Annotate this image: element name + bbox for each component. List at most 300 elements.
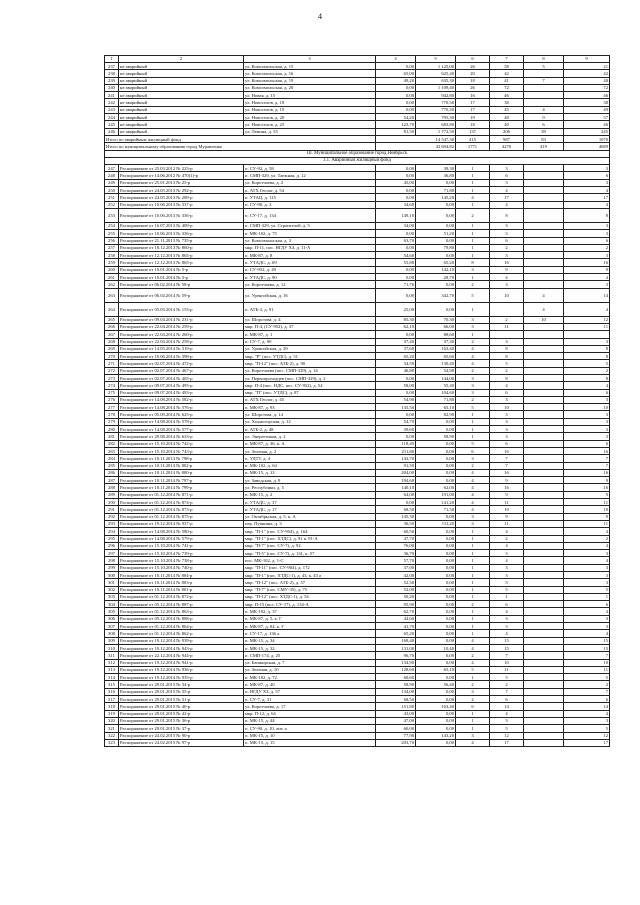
row-value: 4	[456, 345, 490, 352]
row-status: не аварийный	[119, 84, 244, 91]
row-number: 309	[105, 637, 119, 644]
row-address: п. МК-87, д. 8	[244, 252, 376, 259]
row-value: 4	[564, 528, 610, 535]
row-number: 311	[105, 652, 119, 659]
row-value: 2	[456, 652, 490, 659]
row-number: 298	[105, 557, 119, 564]
table-row	[105, 447, 610, 454]
row-value	[524, 194, 564, 201]
row-value: 9	[564, 491, 610, 498]
column-number: 7	[490, 56, 524, 63]
row-address: ул. Октябрьская, д. 5, к. А	[244, 513, 376, 520]
row-value: 4	[456, 194, 490, 201]
row-value: 52,00	[376, 586, 416, 593]
subsection-title-row	[105, 157, 610, 164]
row-value: 44,60	[376, 615, 416, 622]
row-value: 0,00	[416, 659, 456, 666]
row-document: Распоряжение от 06.02.2014 № 59-р	[119, 288, 244, 302]
row-value: 3	[490, 572, 524, 579]
row-value: 3	[490, 338, 524, 345]
row-value: 34,60	[376, 201, 416, 208]
row-value: 4	[490, 382, 524, 389]
table-row	[105, 92, 610, 99]
row-status: не аварийный	[119, 77, 244, 84]
row-value: 2	[456, 681, 490, 688]
row-value: 0,00	[416, 739, 456, 746]
row-value	[524, 353, 564, 360]
row-value: 3	[564, 165, 610, 172]
row-value: 0,00	[416, 426, 456, 433]
row-address: п. МК-15, д. 2	[244, 491, 376, 498]
row-document: Распоряжение от 09.07.2014 № 493-р	[119, 389, 244, 396]
row-document: Распоряжение от 22.04.2014 № 258-р	[119, 338, 244, 345]
row-value	[524, 99, 564, 106]
table-row	[105, 222, 610, 229]
row-value: 1	[456, 623, 490, 630]
row-address: п. УТАЦ, д. 115	[244, 194, 376, 201]
row-value: 204,00	[376, 469, 416, 476]
row-value: 8	[490, 345, 524, 352]
row-value: 203,70	[376, 739, 416, 746]
row-value: 3	[456, 374, 490, 381]
row-document: Распоряжение от 14.08.2014 № 579-р	[119, 535, 244, 542]
row-value: 2	[564, 681, 610, 688]
table-row	[105, 266, 610, 273]
row-value: 2	[456, 338, 490, 345]
row-value: 39	[524, 128, 564, 135]
row-value: 3	[564, 426, 610, 433]
row-value: 4	[564, 201, 610, 208]
row-value: 683,80	[416, 121, 456, 128]
row-number: 302	[105, 586, 119, 593]
row-value: 5	[490, 725, 524, 732]
row-document: Распоряжение от 15.10.2014 № 742-р	[119, 440, 244, 447]
table-row	[105, 404, 610, 411]
row-address: ул. Шорстова, д. 4	[244, 316, 376, 323]
row-document: Распоряжение от 01.12.2014 № 873-р	[119, 506, 244, 513]
row-value	[524, 274, 564, 281]
row-address: мкр. "П-7" (пос. СМУ-35), д. 75	[244, 586, 376, 593]
row-value: 54,90	[376, 396, 416, 403]
row-document: Распоряжение от 06.02.2014 № 58-р	[119, 281, 244, 288]
row-address: п. МК-15, д. 34	[244, 637, 376, 644]
row-value: 4	[456, 353, 490, 360]
row-number: 278	[105, 411, 119, 418]
table-row	[105, 535, 610, 542]
row-value: 3	[456, 316, 490, 323]
row-document: Распоряжение от 14.08.2014 № 576-р	[119, 404, 244, 411]
row-value: 3	[490, 396, 524, 403]
row-value: 4	[456, 739, 490, 746]
row-value: 6	[524, 121, 564, 128]
row-value: 0,00	[416, 717, 456, 724]
row-value: 55,40	[416, 382, 456, 389]
row-value: 11	[564, 323, 610, 330]
row-value: 50,20	[376, 593, 416, 600]
table-row	[105, 345, 610, 352]
row-value: 3	[564, 550, 610, 557]
row-document: Распоряжение от 01.12.2014 № 872-р	[119, 593, 244, 600]
table-row	[105, 586, 610, 593]
row-document: Распоряжение от 10.06.2013 № 337-р	[119, 201, 244, 208]
row-value: 0,00	[416, 513, 456, 520]
table-row	[105, 323, 610, 330]
row-number: 251	[105, 194, 119, 201]
row-value: 4	[456, 506, 490, 513]
row-number: 258	[105, 252, 119, 259]
row-value: 11	[564, 499, 610, 506]
row-value: 58,90	[416, 433, 456, 440]
row-document: Распоряжение от 10.11.2014 № 804-р	[119, 572, 244, 579]
table-row	[105, 491, 610, 498]
table-row	[105, 630, 610, 637]
row-value: 0,00	[416, 302, 456, 316]
row-value: 17	[456, 106, 490, 113]
row-value	[524, 557, 564, 564]
row-number: 319	[105, 710, 119, 717]
row-value	[524, 739, 564, 746]
row-value: 163,40	[416, 345, 456, 352]
row-value: 15	[564, 644, 610, 651]
row-address: ул. Новоселов, д. 25	[244, 121, 376, 128]
row-value: 65,20	[376, 353, 416, 360]
row-document: Распоряжение от 09.04.2014 № 231-р	[119, 316, 244, 323]
row-value: 0,00	[416, 608, 456, 615]
row-value: 0,00	[376, 92, 416, 99]
row-document: Распоряжение от 25.01.2013 № 25-р	[119, 179, 244, 186]
row-value: 4	[456, 469, 490, 476]
row-value: 16	[564, 259, 610, 266]
row-number: 254	[105, 222, 119, 229]
row-value: 4	[490, 557, 524, 564]
row-address: ул. Зеленая, д. 2	[244, 447, 376, 454]
row-value: 0,00	[376, 433, 416, 440]
row-document: Распоряжение от 01.12.2014 № 874-р	[119, 499, 244, 506]
row-document: Распоряжение от 10.11.2014 № 799-р	[119, 484, 244, 491]
row-value	[524, 433, 564, 440]
row-value: 0,00	[416, 469, 456, 476]
row-value: 3	[456, 732, 490, 739]
row-value: 3	[564, 418, 610, 425]
row-value: 91,50	[376, 462, 416, 469]
row-value	[524, 360, 564, 367]
row-value: 25,00	[376, 302, 416, 316]
table-row	[105, 367, 610, 374]
row-value: 10	[524, 316, 564, 323]
row-value: 68,50	[376, 696, 416, 703]
row-value: 3	[456, 520, 490, 527]
row-value: 0,00	[416, 528, 456, 535]
row-value	[490, 331, 524, 338]
row-value: 8	[490, 208, 524, 222]
row-address: ул. Коротчаева, д. 17	[244, 703, 376, 710]
row-address: мкр. "П-12" (пос. АТБ-2), д. 90	[244, 360, 376, 367]
row-document: Распоряжение от 29.01.2015 № 36-р	[119, 717, 244, 724]
row-value: 19	[456, 114, 490, 121]
row-number: 268	[105, 338, 119, 345]
row-value: 48	[564, 77, 610, 84]
row-value	[524, 237, 564, 244]
row-value: 0,00	[376, 187, 416, 194]
row-number: 255	[105, 230, 119, 237]
row-value: 8	[564, 353, 610, 360]
row-value: 12	[564, 316, 610, 323]
table-row	[105, 601, 610, 608]
row-document: Распоряжение от 25.03.2012 № 223-р	[119, 165, 244, 172]
total-value: 1771	[456, 143, 490, 150]
row-value	[524, 601, 564, 608]
row-document: Распоряжение от 01.12.2014 № 871-р	[119, 491, 244, 498]
row-value: 36,50	[376, 520, 416, 527]
table-row	[105, 455, 610, 462]
row-value: 1	[456, 572, 490, 579]
table-row	[105, 674, 610, 681]
row-value: 3	[456, 455, 490, 462]
row-value: 3	[490, 426, 524, 433]
row-value: 66,00	[416, 323, 456, 330]
table-row	[105, 739, 610, 746]
row-value: 6	[490, 440, 524, 447]
row-value: 0,00	[376, 331, 416, 338]
row-value	[490, 302, 524, 316]
row-address: п. АТХ Геолог, д. 45	[244, 396, 376, 403]
row-document: Распоряжение от 10.11.2014 № 801-р	[119, 586, 244, 593]
row-value	[524, 725, 564, 732]
row-number: 275	[105, 389, 119, 396]
column-number: 9	[564, 56, 610, 63]
row-address: п. АТБ-2, д. 48	[244, 426, 376, 433]
row-value	[524, 462, 564, 469]
row-value: 1	[456, 630, 490, 637]
row-value: 3	[564, 572, 610, 579]
row-value: 4	[490, 274, 524, 281]
row-document: Распоряжение от 05.09.2014 № 625-р	[119, 411, 244, 418]
table-row	[105, 179, 610, 186]
row-number: 301	[105, 579, 119, 586]
row-document: Распоряжение от 10.06.2013 № 336-р	[119, 208, 244, 222]
row-document: Распоряжение от 12.12.2013 № 865-р	[119, 259, 244, 266]
row-value: 6	[564, 237, 610, 244]
row-number: 241	[105, 92, 119, 99]
row-address: п. МК-87, д. 93	[244, 404, 376, 411]
table-row	[105, 288, 610, 302]
row-value: 0,00	[416, 208, 456, 222]
row-number: 256	[105, 237, 119, 244]
table-row	[105, 469, 610, 476]
column-number: 3	[244, 56, 376, 63]
row-value: 1	[456, 535, 490, 542]
row-number: 300	[105, 572, 119, 579]
row-document: Распоряжение от 05.12.2014 № 888-р	[119, 615, 244, 622]
row-address: ул. Заводская, д. 9	[244, 477, 376, 484]
row-address: ул. Коротчаева, д. 12	[244, 281, 376, 288]
row-address: пос. МК-102, д. 1-С	[244, 557, 376, 564]
row-value	[524, 608, 564, 615]
row-value: 65,10	[416, 666, 456, 673]
row-address: ул. Энергетиков, д. 2	[244, 433, 376, 440]
row-value: 62,10	[376, 323, 416, 330]
table-row	[105, 426, 610, 433]
row-value: 7	[524, 77, 564, 84]
row-value: 7	[564, 652, 610, 659]
row-value: 34,00	[376, 222, 416, 229]
row-value: 71,80	[416, 396, 456, 403]
row-status: не аварийный	[119, 128, 244, 135]
row-value: 71,80	[416, 187, 456, 194]
row-address: п. МК-15, д. 32	[244, 644, 376, 651]
row-number: 257	[105, 244, 119, 251]
row-number: 243	[105, 106, 119, 113]
row-value	[524, 710, 564, 717]
row-value: 144,00	[416, 374, 456, 381]
row-address: мкр. "П-1" (пос. СУ-904), д. 164	[244, 528, 376, 535]
row-number: 263	[105, 288, 119, 302]
row-value: 5	[456, 440, 490, 447]
table-row	[105, 440, 610, 447]
row-address: п. УТАДС, д. 69	[244, 259, 376, 266]
row-status: не аварийный	[119, 70, 244, 77]
row-document: Распоряжение от 10.11.2014 № 798-р	[119, 455, 244, 462]
row-value: 0,00	[376, 106, 416, 113]
row-value: 4	[456, 644, 490, 651]
row-value: 4	[456, 499, 490, 506]
row-document: Распоряжение от 24.02.2015 № 97-р	[119, 739, 244, 746]
row-value	[524, 165, 564, 172]
row-value: 1	[456, 608, 490, 615]
row-value	[524, 696, 564, 703]
row-value: 3	[490, 579, 524, 586]
row-value: 211,80	[376, 447, 416, 454]
row-number: 318	[105, 703, 119, 710]
row-value	[524, 535, 564, 542]
row-address: п. УДТТ, д. 4	[244, 455, 376, 462]
row-address: п. СМП-329, ул. Строителей, д. 5	[244, 222, 376, 229]
row-value: 4	[564, 382, 610, 389]
row-value: 12	[490, 732, 524, 739]
row-value	[524, 572, 564, 579]
row-value: 26	[456, 63, 490, 70]
row-value: 0,00	[376, 374, 416, 381]
row-value	[524, 367, 564, 374]
row-value: 57	[564, 114, 610, 121]
row-value: 6	[490, 389, 524, 396]
row-value: 70,30	[416, 316, 456, 323]
table-row	[105, 114, 610, 121]
row-value: 1	[456, 274, 490, 281]
row-value: 168,40	[376, 637, 416, 644]
table-row	[105, 201, 610, 208]
row-value	[524, 528, 564, 535]
row-address: п. МК-87, д. 84, к. Г	[244, 623, 376, 630]
row-value: 10	[564, 506, 610, 513]
row-value: 0,00	[416, 593, 456, 600]
column-number: 6	[456, 56, 490, 63]
row-value: 0,00	[376, 274, 416, 281]
row-address: ул. Комсомольская, д. 20	[244, 84, 376, 91]
total-value: 415	[456, 135, 490, 142]
row-value: 46	[564, 121, 610, 128]
row-document: Распоряжение от 29.01.2015 № 40-р	[119, 703, 244, 710]
row-value: 26	[456, 84, 490, 91]
row-address: мкр. "П-11" (пос. СУ-904), д. 172	[244, 564, 376, 571]
column-number: 1	[105, 56, 119, 63]
row-value: 9	[564, 477, 610, 484]
row-value: 4	[524, 106, 564, 113]
total-mo-row	[105, 143, 610, 150]
row-value: 635,30	[416, 77, 456, 84]
row-value: 6	[456, 447, 490, 454]
row-address: мкр. П-11, пос. НГДУ ХЗ, д. 11-А	[244, 244, 376, 251]
row-number: 270	[105, 353, 119, 360]
row-value: 770,30	[416, 99, 456, 106]
row-value: 3	[490, 222, 524, 229]
row-value: 1	[456, 230, 490, 237]
row-value: 0,00	[416, 418, 456, 425]
row-document: Распоряжение от 22.04.2014 № 259-р	[119, 323, 244, 330]
row-value: 625,40	[416, 70, 456, 77]
subsection-title: 3.1. Аварийный жилищный фонд	[105, 157, 610, 164]
row-number: 308	[105, 630, 119, 637]
row-value: 62,70	[376, 608, 416, 615]
row-value: 0,00	[376, 194, 416, 201]
column-number: 8	[524, 56, 564, 63]
row-value	[524, 484, 564, 491]
table-row	[105, 374, 610, 381]
row-document: Распоряжение от 09.07.2014 № 495-р	[119, 382, 244, 389]
row-value: 65,00	[376, 70, 416, 77]
row-value: 1	[456, 615, 490, 622]
row-document: Распоряжение от 02.07.2014 № 465-р	[119, 374, 244, 381]
row-value: 3	[564, 623, 610, 630]
row-address: ул. Новоселов, д. 18	[244, 99, 376, 106]
row-value	[524, 70, 564, 77]
row-value: 6	[564, 172, 610, 179]
row-address: ул. Уренгойская, д. 16	[244, 288, 376, 302]
row-document: Распоряжение от 29.01.2015 № 31-р	[119, 696, 244, 703]
row-value: 62,00	[416, 484, 456, 491]
row-value: 149,10	[376, 208, 416, 222]
row-address: ул. Комсомольская, д. 16	[244, 70, 376, 77]
row-address: п. СУ-17, д. 134	[244, 208, 376, 222]
row-value: 2	[456, 462, 490, 469]
row-value: 6	[490, 601, 524, 608]
row-address: мкр. "Р" (пос. УТДС), д. 51	[244, 353, 376, 360]
row-value: 15	[564, 637, 610, 644]
column-number: 5	[416, 56, 456, 63]
row-value: 1	[456, 717, 490, 724]
row-address: мкр. "П-1" (пос. ХТДС), д. 91 к. 91-А	[244, 535, 376, 542]
row-value: 6	[490, 237, 524, 244]
row-value: 60,00	[376, 725, 416, 732]
row-document: Распоряжение от 10.11.2014 № 800-р	[119, 469, 244, 476]
row-value	[524, 447, 564, 454]
row-value: 206	[490, 128, 524, 135]
row-address: п. УТАДС, д. 17	[244, 506, 376, 513]
row-value: 11	[490, 499, 524, 506]
row-number: 242	[105, 99, 119, 106]
row-value: 0,00	[416, 179, 456, 186]
row-value: 11	[564, 666, 610, 673]
row-value	[524, 374, 564, 381]
row-value: 1	[456, 411, 490, 418]
row-address: п. МК-15, д. 15	[244, 739, 376, 746]
row-value: 41	[490, 77, 524, 84]
row-value: 0,00	[416, 447, 456, 454]
row-address: п. СМП-174, д. 25	[244, 652, 376, 659]
row-value: 10,40	[416, 644, 456, 651]
row-value: 4	[456, 477, 490, 484]
row-address: мкр. "П-5" (пос. СУ-7), д. 131, к. 57	[244, 550, 376, 557]
